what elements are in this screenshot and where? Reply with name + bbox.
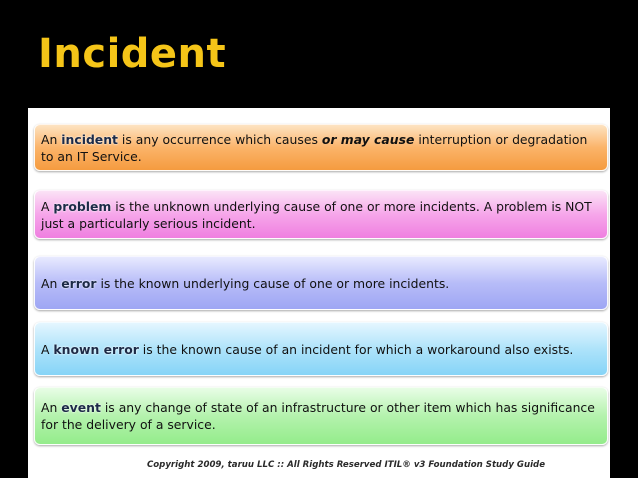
text-mid: is any occurrence which causes bbox=[117, 131, 322, 147]
emphasis-or-may-cause: or may cause bbox=[321, 131, 415, 147]
definition-text bbox=[41, 399, 601, 433]
definition-box-incident bbox=[34, 124, 608, 171]
text-post: is any change of state of an infrastructure or other item which has significance for the delivery of a service. bbox=[41, 400, 595, 432]
text-post: is the unknown underlying cause of one or more incidents. A problem is NOT just a particularly serious incident. bbox=[41, 198, 592, 231]
definition-box-known-error bbox=[34, 322, 608, 376]
definition-text bbox=[41, 275, 449, 292]
keyword-problem: problem bbox=[53, 198, 112, 214]
text-pre: A bbox=[41, 198, 54, 214]
text-pre: An bbox=[41, 131, 62, 147]
text-pre: An bbox=[41, 400, 62, 415]
copyright-footer: Copyright 2009, taruu LLC :: All Rights Reserved ITIL® v3 Foundation Study Guide bbox=[146, 460, 546, 470]
definition-box-event bbox=[34, 387, 608, 445]
definition-box-problem bbox=[34, 190, 608, 239]
keyword-event: event bbox=[61, 400, 101, 415]
text-pre: A bbox=[41, 341, 54, 357]
text-post: is the known cause of an incident for which a workaround also exists. bbox=[138, 341, 574, 357]
text-post: is the known underlying cause of one or more incidents. bbox=[96, 275, 450, 291]
keyword-error: error bbox=[61, 275, 97, 291]
keyword-incident: incident bbox=[61, 131, 118, 147]
text-pre: An bbox=[41, 275, 62, 291]
definition-text bbox=[41, 131, 601, 165]
slide-title: Incident bbox=[38, 31, 227, 77]
title-bar bbox=[0, 0, 638, 100]
keyword-known-error: known error bbox=[53, 341, 139, 357]
content-panel bbox=[28, 108, 610, 478]
definition-text bbox=[41, 341, 573, 358]
text-post: interruption or degradation to an IT Service. bbox=[41, 131, 588, 164]
definition-text bbox=[41, 198, 601, 232]
definition-box-error bbox=[34, 256, 608, 310]
